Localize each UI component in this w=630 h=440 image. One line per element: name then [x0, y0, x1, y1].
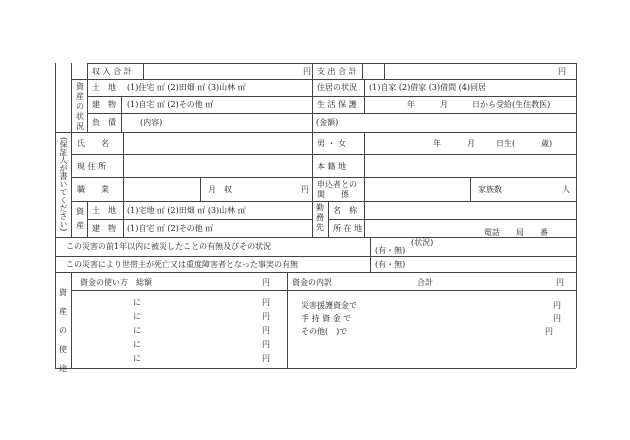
debt-content: (内容) — [140, 118, 163, 127]
birth-month: 月 — [467, 139, 475, 148]
rule — [55, 132, 576, 133]
rule — [87, 96, 576, 97]
rule — [364, 79, 365, 113]
guarantor-assets-side: 資産 — [76, 207, 84, 230]
guarantor-land-label: 土 地 — [92, 206, 116, 215]
usage-yen: 円 — [262, 326, 270, 335]
guarantor-side-label: (保証人が書いてください) — [59, 136, 68, 232]
breakdown-item-label: その他( )で — [301, 327, 348, 336]
usage-yen: 円 — [262, 312, 270, 321]
usage-ni: に — [133, 340, 141, 349]
disaster-question-2: この災害により世帯主が死亡又は重度障害者となった事実の有無 — [66, 260, 298, 269]
birth-year: 年 — [433, 139, 441, 148]
phone-label: 電話 局 番 — [484, 228, 548, 237]
debt-label: 負 債 — [92, 118, 116, 127]
expense-total-label: 支 出 合 計 — [317, 67, 357, 76]
disaster-answer-1: (有・無) — [375, 246, 406, 255]
usage-yen: 円 — [262, 354, 270, 363]
rule — [71, 201, 576, 202]
disaster-question-1: この災害の前1年以内に被災したことの有無及びその状況 — [66, 242, 272, 251]
rule — [55, 256, 576, 257]
rule — [55, 63, 56, 368]
workplace-address-label: 所 在 地 — [333, 224, 363, 233]
welfare-month: 月 — [440, 100, 448, 109]
rule — [71, 177, 576, 178]
usage-ni: に — [133, 298, 141, 307]
rule — [87, 63, 576, 64]
rule — [55, 272, 576, 273]
building-options: (1)自宅 ㎡ (2)その他 ㎡ — [127, 100, 214, 109]
housing-label: 住居の状況 — [317, 83, 357, 92]
rule — [364, 132, 365, 237]
usage-ni: に — [133, 354, 141, 363]
rule — [287, 272, 288, 368]
income-total-yen: 円 — [303, 67, 311, 76]
rule — [328, 219, 576, 220]
honseki-label: 本 籍 地 — [317, 162, 347, 171]
family-count-label: 家族数 — [478, 185, 502, 194]
age-label: 歳) — [541, 139, 553, 148]
rule — [362, 63, 363, 79]
rule — [71, 290, 576, 291]
debt-amount: (金額) — [316, 118, 339, 127]
rule — [87, 63, 88, 132]
assets-section-label: 資産の状況 — [76, 82, 84, 131]
usage-yen: 円 — [262, 340, 270, 349]
guarantor-land-options: (1)宅地 ㎡ (2)田畑 ㎡ (3)山林 ㎡ — [127, 206, 246, 215]
monthly-income-yen: 円 — [301, 185, 309, 194]
welfare-label: 生 活 保 護 — [317, 100, 357, 109]
rule — [123, 132, 124, 237]
breakdown-item-label: 手 持 資 金 で — [301, 314, 352, 323]
family-count-unit: 人 — [562, 185, 570, 194]
rule — [312, 63, 313, 237]
welfare-year: 年 — [407, 100, 415, 109]
breakdown-header: 資金の内訳 — [292, 278, 332, 287]
rule — [71, 63, 72, 237]
rule — [143, 63, 144, 79]
usage-side-label: 資産の使途 — [59, 288, 67, 373]
rule — [71, 154, 576, 155]
relation-label-2: 関 係 — [317, 190, 349, 199]
usage-ni: に — [133, 312, 141, 321]
workplace-side: 勤務先 — [316, 203, 324, 232]
relation-label-1: 申込者との — [317, 180, 357, 189]
land-options: (1)住宅 ㎡ (2)田畑 ㎡ (3)山林 ㎡ — [127, 83, 246, 92]
welfare-text: 日から受給(生住教医) — [472, 100, 551, 109]
monthly-income-label: 月 収 — [208, 185, 232, 194]
workplace-name-label: 名 称 — [333, 206, 357, 215]
usage-plan-yen: 円 — [262, 278, 270, 287]
rule — [328, 201, 329, 237]
rule — [121, 96, 122, 132]
rule — [370, 237, 371, 272]
guarantor-name-label: 氏 名 — [77, 139, 109, 148]
rule — [200, 177, 201, 201]
rule — [470, 177, 471, 201]
rule — [55, 368, 576, 369]
expense-total-yen: 円 — [558, 67, 566, 76]
rule — [384, 63, 385, 79]
usage-plan-header: 資金の使い方 総額 — [80, 278, 152, 287]
breakdown-total-yen: 円 — [556, 278, 564, 287]
breakdown-item-label: 災害援護資金で — [301, 301, 357, 310]
rule — [87, 201, 88, 237]
usage-ni: に — [133, 326, 141, 335]
rule — [71, 272, 72, 368]
gender-label: 男 ・ 女 — [317, 139, 347, 148]
breakdown-item-yen: 円 — [553, 314, 561, 323]
disaster-answer-1-status: (状況) — [411, 238, 434, 247]
income-total-label: 収 入 合 計 — [92, 67, 132, 76]
rule — [87, 113, 576, 114]
guarantor-building-label: 建 物 — [92, 224, 116, 233]
breakdown-total-label: 合計 — [417, 278, 433, 287]
rule — [87, 219, 312, 220]
rule — [576, 63, 577, 368]
breakdown-item-yen: 円 — [545, 327, 553, 336]
land-label: 土 地 — [92, 83, 116, 92]
guarantor-building-options: (1)自宅 ㎡ (2)その他 ㎡ — [127, 224, 214, 233]
job-label: 職 業 — [77, 185, 109, 194]
rule — [71, 79, 576, 80]
usage-yen: 円 — [262, 298, 270, 307]
birth-day: 日生( — [496, 139, 516, 148]
building-label: 建 物 — [92, 100, 116, 109]
disaster-answer-2: (有・無) — [375, 260, 406, 269]
breakdown-item-yen: 円 — [553, 301, 561, 310]
housing-options: (1)自家 (2)借家 (3)借間 (4)同居 — [369, 83, 486, 92]
address-label: 現 住 所 — [77, 162, 107, 171]
